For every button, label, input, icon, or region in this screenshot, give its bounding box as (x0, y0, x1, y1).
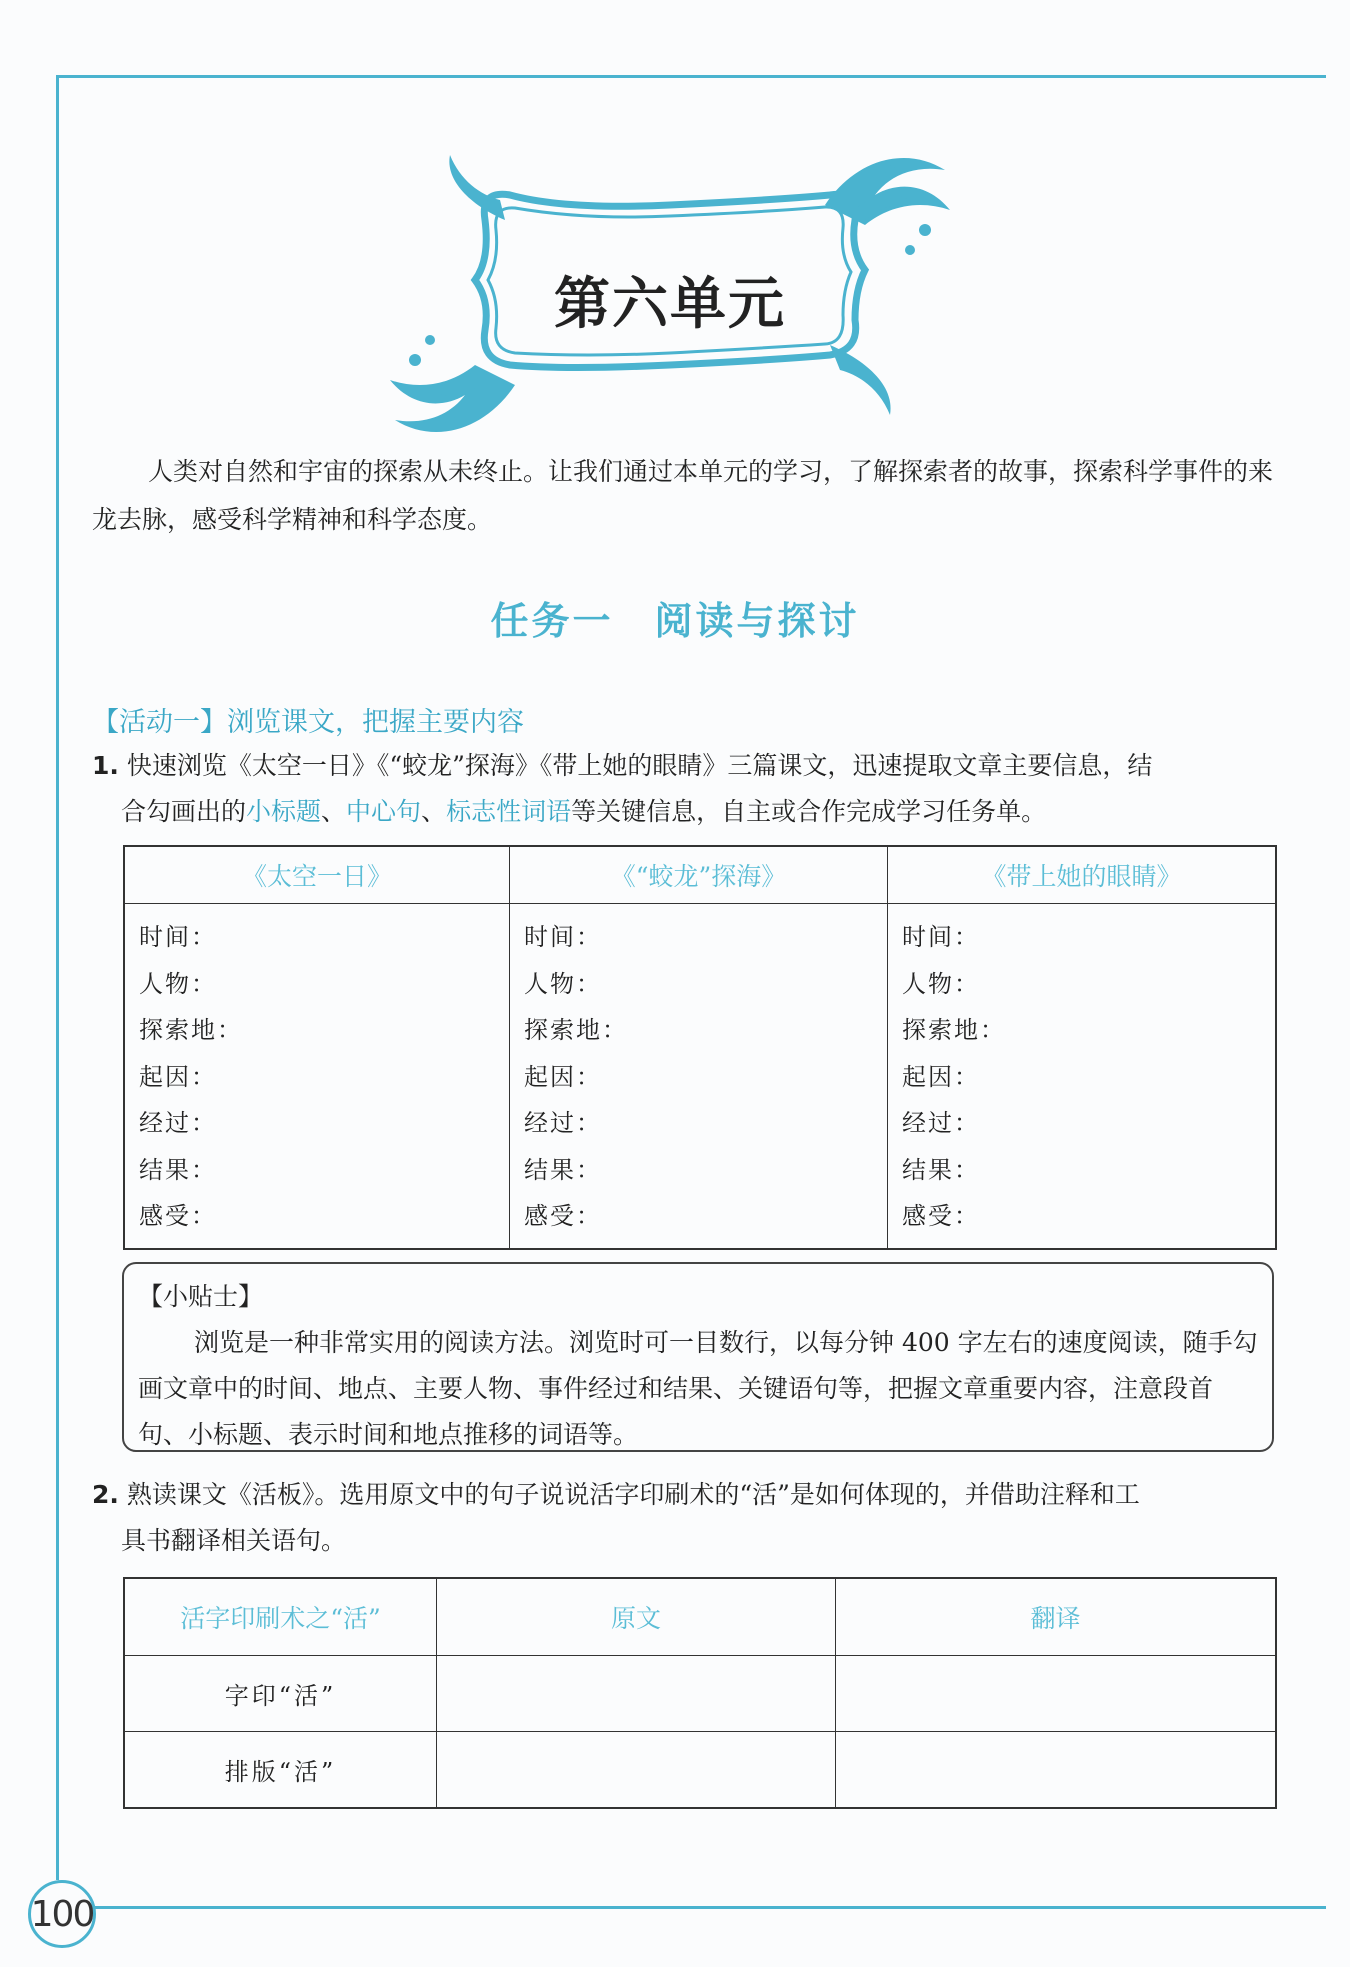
unit-banner (385, 150, 955, 440)
page-frame-bottom (92, 1906, 1326, 1909)
unit-title: 第六单元 (554, 272, 786, 337)
field-label: 探索地： (139, 1016, 243, 1044)
question-text: 快速浏览《太空一日》《“蛟龙”探海》《带上她的眼睛》三篇课文，迅速提取文章主要信息，结 (126, 751, 1153, 780)
column-header: 翻译 (836, 1578, 1277, 1656)
separator: 、 (421, 797, 447, 826)
field-label: 感受： (524, 1202, 602, 1230)
field-label: 结果： (902, 1155, 980, 1184)
question-number: 2. (92, 1480, 119, 1509)
field-label: 人物： (902, 969, 980, 998)
question-text: 等关键信息，自主或合作完成学习任务单。 (571, 797, 1047, 826)
field-label: 起因： (139, 1062, 217, 1091)
table-row (124, 1732, 1276, 1809)
task-title: 任务一 阅读与探讨 (490, 599, 860, 643)
question-text: 熟读课文《活板》。选用原文中的句子说说活字印刷术的“活”是如何体现的，并借助注释和工 (126, 1480, 1140, 1509)
answer-cell[interactable] (836, 1732, 1277, 1809)
field-label: 时间： (902, 923, 980, 951)
worksheet-cell[interactable] (124, 904, 510, 1249)
field-label: 人物： (524, 969, 602, 998)
field-label: 时间： (139, 923, 217, 951)
answer-cell[interactable] (836, 1656, 1277, 1732)
field-label: 经过： (902, 1109, 980, 1137)
tip-box (122, 1262, 1274, 1452)
column-header: 《太空一日》 (124, 846, 510, 904)
highlight-term: 标志性词语 (446, 797, 572, 826)
field-label: 感受： (902, 1202, 980, 1230)
column-header: 《“蛟龙”探海》 (510, 846, 888, 904)
question-text: 具书翻译相关语句。 (121, 1526, 347, 1555)
field-label: 结果： (139, 1155, 217, 1184)
field-label: 经过： (524, 1109, 602, 1137)
field-label: 起因： (902, 1062, 980, 1091)
field-label: 经过： (139, 1109, 217, 1137)
field-label: 时间： (524, 923, 602, 951)
intro-paragraph: 人类对自然和宇宙的探索从未终止。让我们通过本单元的学习，了解探索者的故事，探索科学事件的来龙去脉，感受科学精神和科学态度。 (92, 457, 1274, 534)
page-number: 100 (28, 1880, 96, 1948)
question-2 (92, 1472, 1287, 1564)
question-number: 1. (92, 751, 119, 780)
field-label: 探索地： (902, 1016, 1006, 1044)
column-header: 原文 (437, 1578, 836, 1656)
field-label: 结果： (524, 1155, 602, 1184)
highlight-term: 小标题 (246, 797, 322, 826)
separator: 、 (321, 797, 347, 826)
answer-cell[interactable] (437, 1732, 836, 1809)
question-text: 合勾画出的 (121, 797, 247, 826)
field-label: 探索地： (524, 1016, 628, 1044)
translation-table (123, 1577, 1277, 1809)
worksheet-table (123, 845, 1277, 1250)
tip-title: 【小贴士】 (138, 1282, 264, 1311)
activity-heading: 【活动一】浏览课文，把握主要内容 (92, 707, 524, 738)
highlight-term: 中心句 (346, 797, 422, 826)
page-frame-top (56, 75, 1326, 78)
field-label: 感受： (139, 1202, 217, 1230)
worksheet-cell[interactable] (888, 904, 1277, 1249)
column-header: 《带上她的眼睛》 (888, 846, 1277, 904)
page-frame-left (56, 75, 59, 1880)
tip-body: 浏览是一种非常实用的阅读方法。浏览时可一目数行，以每分钟 400 字左右的速度阅读，随手勾画文章中的时间、地点、主要人物、事件经过和结果、关键语句等，把握文章重要内容，注意段首句、小标题、表示时间和地点推移的词语等。 (138, 1328, 1258, 1449)
table-row (124, 1656, 1276, 1732)
question-1 (92, 743, 1287, 835)
row-label: 字印“活” (124, 1656, 437, 1732)
worksheet-cell[interactable] (510, 904, 888, 1249)
field-label: 起因： (524, 1062, 602, 1091)
field-label: 人物： (139, 969, 217, 998)
answer-cell[interactable] (437, 1656, 836, 1732)
column-header: 活字印刷术之“活” (124, 1578, 437, 1656)
row-label: 排版“活” (124, 1732, 437, 1809)
